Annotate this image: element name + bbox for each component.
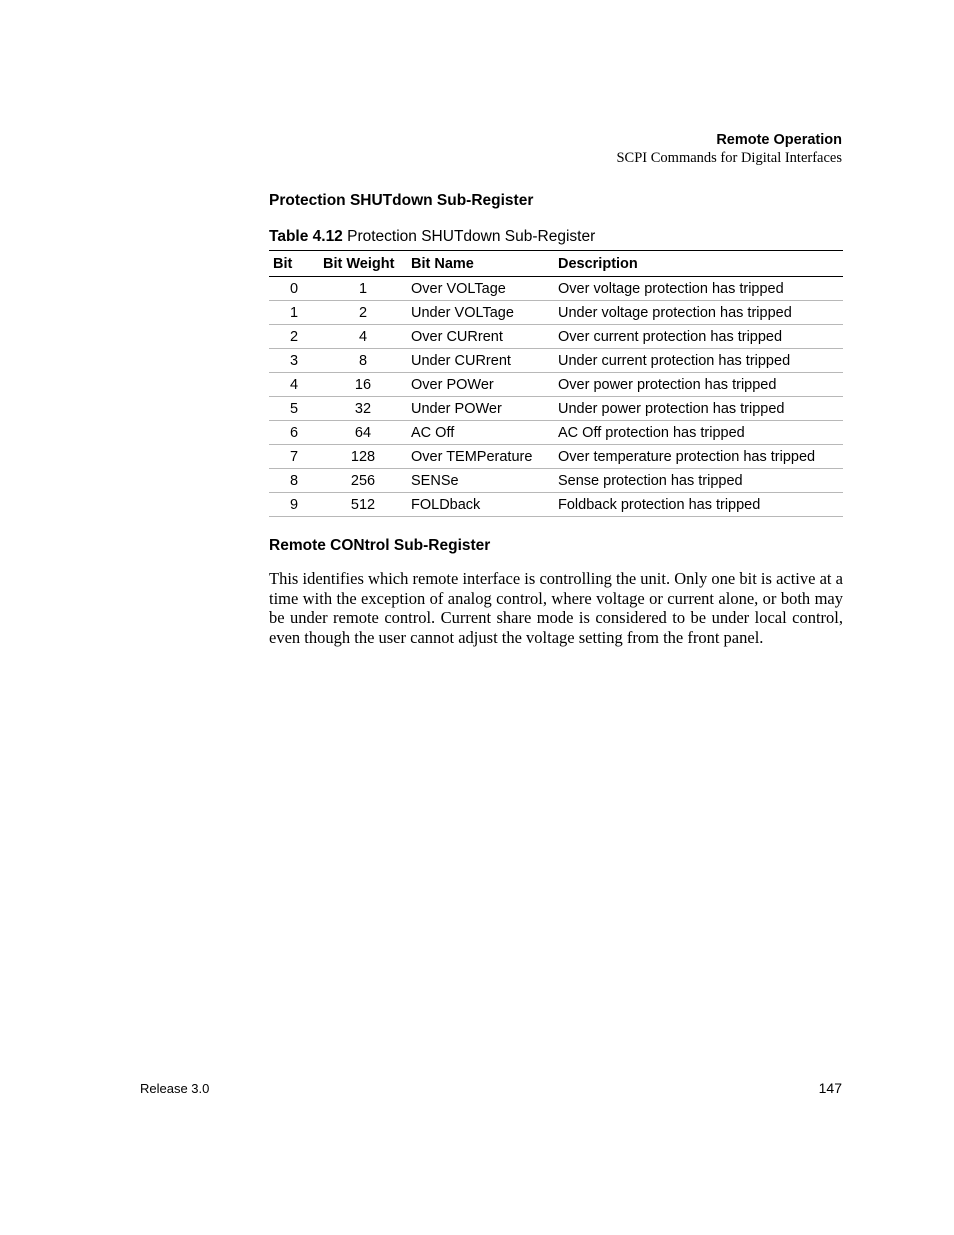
table-row (269, 349, 843, 373)
cell-description: Under power protection has tripped (554, 397, 843, 421)
table-caption-number: Table 4.12 (269, 228, 343, 245)
cell-bit-weight: 64 (319, 421, 407, 445)
cell-bit-weight: 512 (319, 493, 407, 517)
cell-bit: 8 (269, 469, 319, 493)
cell-bit-name: AC Off (407, 421, 554, 445)
cell-description: Under current protection has tripped (554, 349, 843, 373)
cell-bit-name: Over VOLTage (407, 277, 554, 301)
table-header-row (269, 251, 843, 277)
table-row (269, 445, 843, 469)
cell-description: Over current protection has tripped (554, 325, 843, 349)
cell-bit-weight: 128 (319, 445, 407, 469)
cell-description: Over power protection has tripped (554, 373, 843, 397)
cell-bit-name: FOLDback (407, 493, 554, 517)
cell-description: Over temperature protection has tripped (554, 445, 843, 469)
cell-description: AC Off protection has tripped (554, 421, 843, 445)
column-header-bit-name: Bit Name (407, 251, 554, 277)
cell-bit-name: Over TEMPerature (407, 445, 554, 469)
table-row (269, 397, 843, 421)
cell-bit-name: Under VOLTage (407, 301, 554, 325)
column-header-bit-weight: Bit Weight (319, 251, 407, 277)
cell-bit-name: SENSe (407, 469, 554, 493)
cell-bit-name: Over POWer (407, 373, 554, 397)
header-section-title: Remote Operation (716, 132, 842, 148)
cell-description: Over voltage protection has tripped (554, 277, 843, 301)
table-row (269, 421, 843, 445)
cell-bit: 2 (269, 325, 319, 349)
cell-bit-weight: 32 (319, 397, 407, 421)
column-header-bit: Bit (269, 251, 319, 277)
section-heading-remote-control: Remote CONtrol Sub-Register (269, 537, 491, 554)
cell-bit: 5 (269, 397, 319, 421)
footer-page-number: 147 (818, 1080, 842, 1096)
column-header-description: Description (554, 251, 843, 277)
footer-release: Release 3.0 (140, 1081, 210, 1096)
table-row (269, 301, 843, 325)
table-caption-text: Protection SHUTdown Sub-Register (347, 228, 596, 245)
cell-bit-weight: 4 (319, 325, 407, 349)
cell-bit-weight: 2 (319, 301, 407, 325)
cell-bit-weight: 1 (319, 277, 407, 301)
cell-bit-name: Under POWer (407, 397, 554, 421)
cell-bit-weight: 8 (319, 349, 407, 373)
page-content (269, 190, 843, 648)
cell-description: Foldback protection has tripped (554, 493, 843, 517)
table-row (269, 277, 843, 301)
cell-bit: 4 (269, 373, 319, 397)
cell-bit-weight: 16 (319, 373, 407, 397)
cell-bit-name: Over CURrent (407, 325, 554, 349)
body-paragraph: This identifies which remote interface is controlling the unit. Only one bit is active at a time with the exception of analog control, where voltage or current alone, or both may be under remote control. Current share mode is considered to be under local control, even though the user cannot adjust the voltage setting from the front panel. (269, 569, 843, 648)
table-row (269, 493, 843, 517)
table-row (269, 469, 843, 493)
table-row (269, 373, 843, 397)
cell-bit: 3 (269, 349, 319, 373)
cell-description: Sense protection has tripped (554, 469, 843, 493)
cell-bit-name: Under CURrent (407, 349, 554, 373)
cell-description: Under voltage protection has tripped (554, 301, 843, 325)
table-caption (269, 227, 843, 247)
table-row (269, 325, 843, 349)
protection-shutdown-table (269, 250, 843, 517)
header-subsection-title: SCPI Commands for Digital Interfaces (616, 150, 842, 166)
cell-bit-weight: 256 (319, 469, 407, 493)
cell-bit: 1 (269, 301, 319, 325)
cell-bit: 0 (269, 277, 319, 301)
page-header (616, 131, 842, 168)
cell-bit: 7 (269, 445, 319, 469)
cell-bit: 6 (269, 421, 319, 445)
section-heading-protection-shutdown: Protection SHUTdown Sub-Register (269, 192, 534, 209)
cell-bit: 9 (269, 493, 319, 517)
